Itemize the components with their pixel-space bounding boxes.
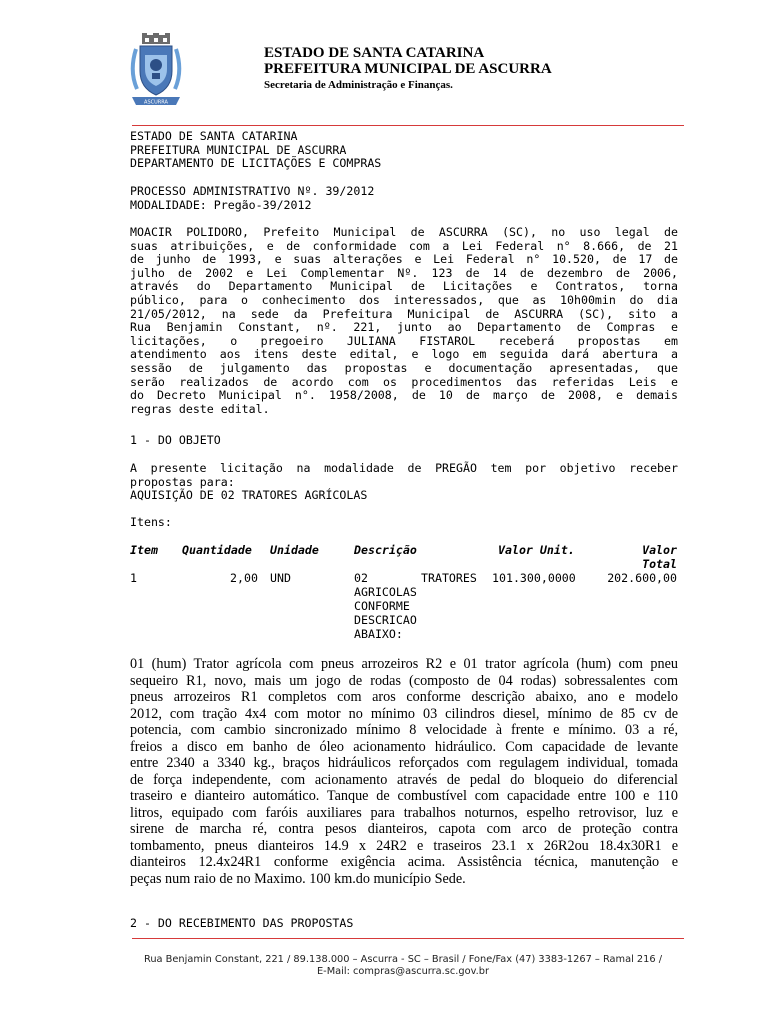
text-line: propostas para: bbox=[130, 474, 235, 489]
cell-item: 1 bbox=[130, 571, 137, 585]
cell-descricao-line: CONFORME bbox=[354, 599, 410, 613]
text-line: sequeiro R1, novo, mais um jogo de rodas (composto de 04 rodas) sobressalentes com bbox=[130, 672, 678, 689]
cell-unidade: UND bbox=[270, 571, 291, 585]
text-line: julho de 2002 e Lei Complementar Nº. 123 de 14 de dezembro de 2006, bbox=[130, 265, 678, 280]
letterhead bbox=[264, 45, 552, 92]
text-line: traseiro e dianteiro automático. Tanque de combustível com capacidade entre 100 e 110 bbox=[130, 788, 678, 804]
footer-email: E-Mail: compras@ascurra.sc.gov.br bbox=[316, 966, 490, 977]
text-line: freios a disco em banho de óleo acionamento hidráulico. Com capacidade de levante bbox=[130, 738, 678, 755]
items-label: Itens: bbox=[130, 515, 172, 529]
tractor-description bbox=[130, 656, 678, 887]
letterhead-secretariat: Secretaria de Administração e Finanças. bbox=[264, 79, 453, 91]
col-header-valor-total-line1: Valor bbox=[642, 543, 677, 557]
items-table bbox=[130, 544, 678, 644]
section-2-title: 2 - DO RECEBIMENTO DAS PROPOSTAS bbox=[130, 916, 354, 930]
letterhead-prefecture: PREFEITURA MUNICIPAL DE ASCURRA bbox=[264, 61, 552, 77]
process-info bbox=[130, 185, 678, 212]
cell-descricao-line: DESCRICAO bbox=[354, 613, 417, 627]
col-header-valor-total bbox=[642, 544, 677, 571]
col-header-descricao: Descrição bbox=[354, 543, 417, 557]
footer-divider bbox=[132, 938, 684, 939]
cell-descricao-word: TRATORES bbox=[421, 571, 477, 585]
letterhead-state: ESTADO DE SANTA CATARINA bbox=[264, 45, 485, 61]
header-divider bbox=[132, 125, 684, 126]
heading-line: PREFEITURA MUNICIPAL DE ASCURRA bbox=[130, 142, 347, 157]
cell-descricao-line: ABAIXO: bbox=[354, 627, 403, 641]
footer-address: Rua Benjamin Constant, 221 / 89.138.000 – Ascurra - SC – Brasil / Fone/Fax (47) 3383-1267 – Ramal 216 / bbox=[143, 954, 663, 965]
col-header-item: Item bbox=[130, 543, 158, 557]
document-heading bbox=[130, 130, 678, 171]
text-line: MOACIR POLIDORO, Prefeito Municipal de ASCURRA (SC), no uso legal de bbox=[130, 225, 678, 239]
text-line: 21/05/2012, na sede da Prefeitura Municipal de ASCURRA (SC), sito a bbox=[130, 306, 678, 321]
cell-descricao-qty: 02 bbox=[354, 571, 368, 585]
municipal-crest-icon bbox=[128, 33, 184, 108]
text-line: suas atribuições, e de conformidade com a Lei Federal n° 8.666, de 21 bbox=[130, 238, 678, 253]
text-line: licitações, o pregoeiro JULIANA FISTAROL receberá propostas em bbox=[130, 333, 678, 348]
text-line: entre 2340 a 3340 kg., braços hidráulicos reforçados com regulagem individual, tomada bbox=[130, 755, 678, 771]
text-line: dianteiros 12.4x24R1 conforme exigência acima. Assistência técnica, manutenção e bbox=[130, 854, 678, 870]
text-line: 2012, com tração 4x4 com motor no mínimo 03 cilindros diesel, mínimo de 85 cv de bbox=[130, 705, 678, 722]
crest-banner-text: ASCURRA bbox=[144, 99, 168, 106]
text-line: sessão de julgamento das propostas e documentação apresentadas, que bbox=[130, 360, 678, 375]
heading-line: ESTADO DE SANTA CATARINA bbox=[130, 129, 298, 143]
text-line: serão realizados de acordo com os procedimentos das referidas Leis e bbox=[130, 374, 678, 389]
col-header-unidade: Unidade bbox=[270, 543, 319, 557]
text-line: sirene de marcha ré, contra pesos dianteiros, capota com arco de proteção contra bbox=[130, 821, 678, 837]
section-1-title: 1 - DO OBJETO bbox=[130, 433, 221, 447]
cell-valor-total: 202.600,00 bbox=[607, 571, 677, 585]
process-number: PROCESSO ADMINISTRATIVO Nº. 39/2012 bbox=[130, 184, 375, 198]
col-header-quantidade: Quantidade bbox=[182, 543, 252, 557]
text-line: atendimento aos itens deste edital, e logo em seguida dará abertura a bbox=[130, 347, 678, 362]
text-line: tombamento, pneus dianteiros 14.9 x 24R2 e traseiros 23.1 x 26R2ou 18.4x30R1 e bbox=[130, 837, 678, 854]
text-line: 01 (hum) Trator agrícola com pneus arrozeiros R2 e 01 trator agrícola (hum) com pneu bbox=[130, 656, 678, 672]
text-line: regras deste edital. bbox=[130, 401, 270, 416]
text-line: do Decreto Municipal n°. 1958/2008, de 10 de março de 2008, e demais bbox=[130, 388, 678, 403]
text-line: pneus arrozeiros R1 completos com aros conforme descrição abaixo, ano e modelo bbox=[130, 689, 678, 705]
intro-paragraph bbox=[130, 226, 678, 416]
object-paragraph bbox=[130, 462, 678, 503]
text-line: peças num raio de no Maximo. 100 km.do município Sede. bbox=[130, 870, 466, 887]
col-header-valor-unit: Valor Unit. bbox=[498, 543, 575, 557]
col-header-valor-total-line2: Total bbox=[642, 556, 677, 571]
heading-line: DEPARTAMENTO DE LICITAÇÕES E COMPRAS bbox=[130, 156, 382, 171]
text-line: Rua Benjamin Constant, nº. 221, junto ao Departamento de Compras e bbox=[130, 320, 678, 335]
cell-quantidade: 2,00 bbox=[230, 571, 258, 585]
cell-descricao-line: AGRICOLAS bbox=[354, 585, 417, 599]
text-line: potencia, com cambio sincronizado mínimo 8 velocidade à frente e mínimo. 03 a ré, bbox=[130, 722, 678, 738]
text-line: de junho de 1993, e suas alterações e Lei Federal n° 10.520, de 17 de bbox=[130, 252, 678, 267]
modality: MODALIDADE: Pregão-39/2012 bbox=[130, 197, 312, 212]
object-title: AQUISIÇÃO DE 02 TRATORES AGRÍCOLAS bbox=[130, 488, 368, 503]
text-line: público, para o conhecimento dos interessados, que as 10h00min do dia bbox=[130, 292, 678, 307]
footer bbox=[120, 954, 686, 978]
text-line: através do Departamento Municipal de Licitações e Contratos, torna bbox=[130, 279, 678, 294]
text-line: de força independente, com acionamento através de pedal do bloqueio do diferencial bbox=[130, 771, 678, 788]
text-line: litros, equipado com faróis auxiliares para trabalhos noturnos, espelho retrovisor, luz e bbox=[130, 804, 678, 821]
text-line: A presente licitação na modalidade de PREGÃO tem por objetivo receber bbox=[130, 461, 678, 475]
cell-valor-unit: 101.300,0000 bbox=[492, 571, 576, 585]
